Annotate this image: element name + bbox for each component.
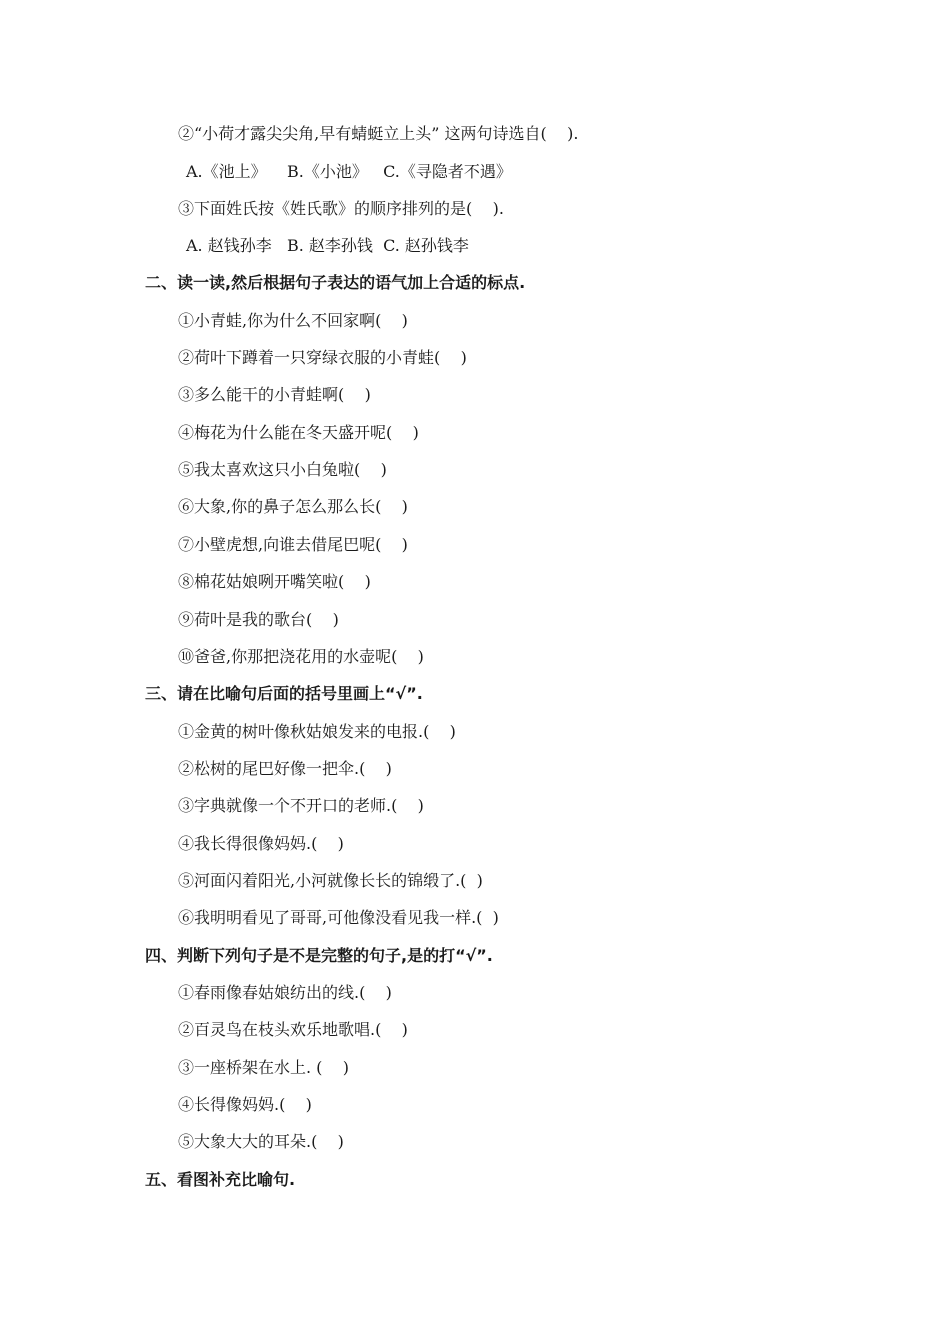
list-item: ⑥大象,你的鼻子怎么那么长( ): [178, 497, 408, 516]
list-item: ②荷叶下蹲着一只穿绿衣服的小青蛙( ): [178, 348, 467, 367]
list-item: ②松树的尾巴好像一把伞.( ): [178, 759, 392, 778]
list-item: ①金黄的树叶像秋姑娘发来的电报.( ): [178, 722, 456, 741]
list-item: ④梅花为什么能在冬天盛开呢( ): [178, 423, 419, 442]
section-heading-picture-metaphor: 五、看图补充比喻句.: [145, 1170, 296, 1189]
question-surname-order: ③下面姓氏按《姓氏歌》的顺序排列的是( ).: [178, 199, 504, 218]
question-surname-options: A. 赵钱孙李 B. 赵李孙钱 C. 赵孙钱李: [186, 236, 469, 255]
list-item: ⑤我太喜欢这只小白兔啦( ): [178, 460, 387, 479]
list-item: ①春雨像春姑娘纺出的线.( ): [178, 983, 392, 1002]
list-item: ②百灵鸟在枝头欢乐地歌唱.( ): [178, 1020, 408, 1039]
list-item: ③字典就像一个不开口的老师.( ): [178, 796, 424, 815]
list-item: ⑧棉花姑娘咧开嘴笑啦( ): [178, 572, 371, 591]
list-item: ⑤大象大大的耳朵.( ): [178, 1132, 344, 1151]
question-poem-source: ②“小荷才露尖尖角,早有蜻蜓立上头” 这两句诗选自( ).: [178, 124, 579, 143]
section-heading-complete-sentence: 四、判断下列句子是不是完整的句子,是的打“√”.: [145, 946, 493, 965]
question-poem-options: A.《池上》 B.《小池》 C.《寻隐者不遇》: [186, 162, 512, 181]
list-item: ⑩爸爸,你那把浇花用的水壶呢( ): [178, 647, 424, 666]
list-item: ⑥我明明看见了哥哥,可他像没看见我一样.( ): [178, 908, 499, 927]
list-item: ①小青蛙,你为什么不回家啊( ): [178, 311, 408, 330]
list-item: ③一座桥架在水上. ( ): [178, 1058, 350, 1077]
section-heading-metaphor: 三、请在比喻句后面的括号里画上“√”.: [145, 684, 423, 703]
list-item: ③多么能干的小青蛙啊( ): [178, 385, 371, 404]
list-item: ⑨荷叶是我的歌台( ): [178, 610, 339, 629]
list-item: ④长得像妈妈.( ): [178, 1095, 312, 1114]
section-heading-punctuation: 二、读一读,然后根据句子表达的语气加上合适的标点.: [145, 273, 526, 292]
list-item: ④我长得很像妈妈.( ): [178, 834, 344, 853]
list-item: ⑤河面闪着阳光,小河就像长长的锦缎了.( ): [178, 871, 483, 890]
list-item: ⑦小壁虎想,向谁去借尾巴呢( ): [178, 535, 408, 554]
